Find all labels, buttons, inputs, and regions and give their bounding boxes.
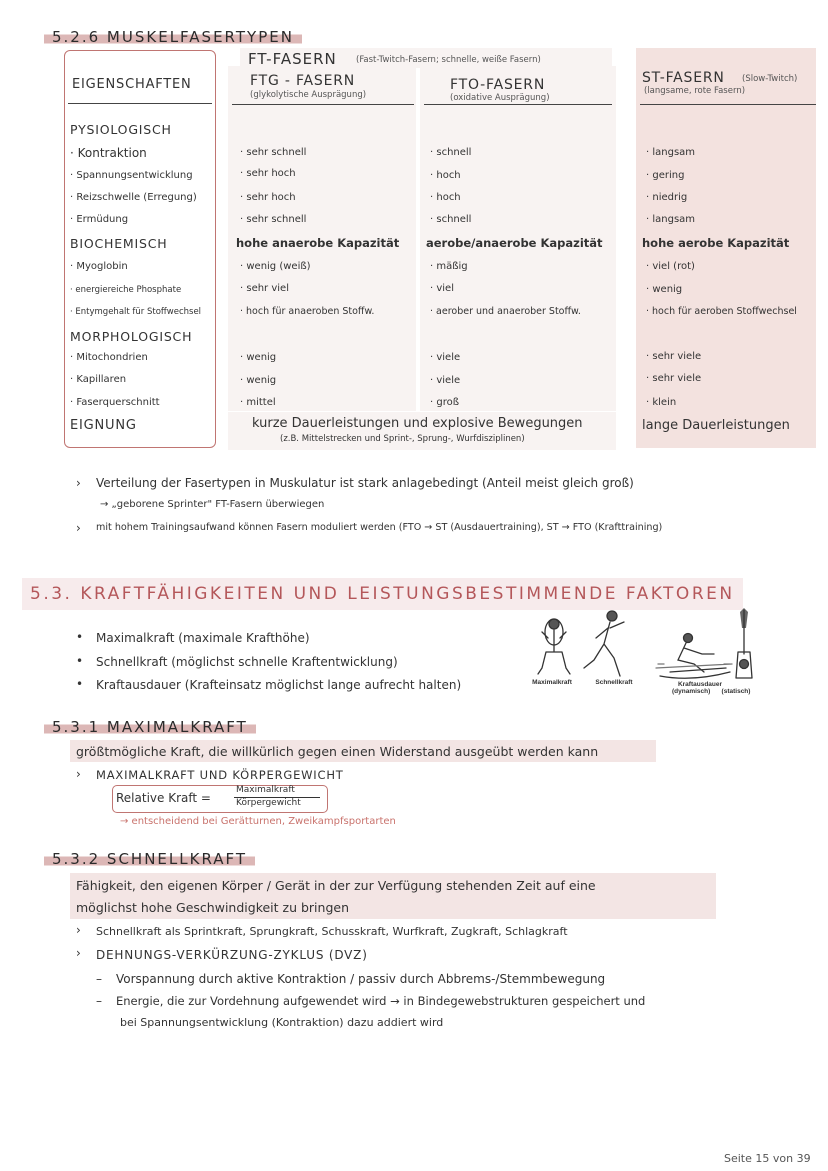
formula-denominator: Körpergewicht [236,798,301,808]
note-verteilung: Verteilung der Fasertypen in Muskulatur ist stark anlagebedingt (Anteil meist gleich groß) [96,476,634,490]
fto-biochemisch: aerobe/anaerobe Kapazität [426,236,603,250]
ft-title: FT-FASERN [248,50,337,68]
st-myoglobin: · viel (rot) [646,261,695,272]
arrow-bullet: › [76,767,81,781]
maximalkraft-definition: größtmögliche Kraft, die willkürlich gegen einen Widerstand ausgeübt werden kann [76,744,599,759]
schnellkraft-definition-2: möglichst hohe Geschwindigkeit zu bringen [76,900,349,915]
fig-caption-maximalkraft: Maximalkraft [532,679,572,686]
st-spannung: · gering [646,170,685,181]
ftg-myoglobin: · wenig (weiß) [240,261,311,272]
st-mitochondrien: · sehr viele [646,351,702,362]
label-faserquerschnitt: · Faserquerschnitt [70,397,160,408]
label-morphologisch: MORPHOLOGISCH [70,329,193,344]
fto-ermuedung: · schnell [430,214,472,225]
bullet-schnellkraft: Schnellkraft (möglichst schnelle Kraftentwicklung) [96,655,398,669]
label-reizschwelle: · Reizschwelle (Erregung) [70,192,197,203]
st-kontraktion: · langsam [646,147,696,158]
section-heading-5-3: 5.3. KRAFTFÄHIGKEITEN UND LEISTUNGSBESTIMMENDE FAKTOREN [22,578,743,610]
st-enzymgehalt: · hoch für aeroben Stoffwechsel [646,306,797,317]
fto-title: FTO-FASERN [450,77,546,93]
section-heading-5-3-1: 5.3.1 MAXIMALKRAFT [44,718,256,736]
fto-kontraktion: · schnell [430,147,472,158]
bullet-dot: • [76,654,84,668]
col-eigenschaften: EIGENSCHAFTEN [72,77,192,92]
fig-caption-schnellkraft: Schnellkraft [595,679,633,686]
section-heading-5-2-6: 5.2.6 MUSKELFASERTYPEN [44,28,302,46]
formula-left: Relative Kraft = [116,791,211,805]
weightlifter-icon [538,619,570,674]
label-ermuedung: · Ermüdung [70,214,129,225]
fig-caption-kraftausdauer: Kraftausdauer [677,681,723,688]
st-ermuedung: · langsam [646,214,696,225]
fto-spannung: · hoch [430,170,461,181]
label-phosphate: · energiereiche Phosphate [70,285,182,295]
ftg-mitochondrien: · wenig [240,352,277,363]
arrow-bullet: › [76,521,81,535]
ftg-title: FTG - FASERN [250,73,356,89]
st-reizschwelle: · niedrig [646,192,688,203]
label-physiologisch: PYSIOLOGISCH [70,122,172,137]
dvz-energie-1: Energie, die zur Vordehnung aufgewendet wird → in Bindegewebstrukturen gespeichert und [116,994,646,1008]
st-phosphate: · wenig [646,284,683,295]
ftg-spannung: · sehr hoch [240,168,296,179]
divider [232,104,414,105]
dvz-energie-2: bei Spannungsentwicklung (Kontraktion) dazu addiert wird [120,1016,444,1029]
st-eignung: lange Dauerleistungen [642,418,790,433]
formula-numerator: Maximalkraft [236,785,295,795]
label-spannung: · Spannungsentwicklung [70,170,193,181]
st-title: ST-FASERN [642,70,725,86]
dash-bullet: – [96,994,102,1008]
label-mitochondrien: · Mitochondrien [70,352,148,363]
bullet-kraftausdauer: Kraftausdauer (Krafteinsatz möglichst lange aufrecht halten) [96,678,462,692]
divider [640,104,816,105]
arrow-bullet: › [76,923,81,937]
st-faserquerschnitt: · klein [646,397,677,408]
fto-myoglobin: · mäßig [430,261,468,272]
fig-caption-statisch: (statisch) [721,688,751,695]
ftg-biochemisch: hohe anaerobe Kapazität [236,236,400,250]
fto-mitochondrien: · viele [430,352,461,363]
ft-note: (Fast-Twitch-Fasern; schnelle, weiße Fasern) [356,55,541,65]
maximalkraft-note: → entscheidend bei Gerätturnen, Zweikampfsportarten [120,816,396,827]
schnellkraft-definition-1: Fähigkeit, den eigenen Körper / Gerät in der zur Verfügung stehenden Zeit auf eine [76,878,596,893]
fto-phosphate: · viel [430,283,454,294]
note-sprinter: → „geborene Sprinter" FT-Fasern überwiegen [100,499,325,510]
sprinter-icon [584,611,624,676]
ftg-ermuedung: · sehr schnell [240,214,307,225]
page-number: Seite 15 von 39 [724,1152,811,1165]
bullet-dot: • [76,677,84,691]
bullet-dot: • [76,630,84,644]
ftg-reizschwelle: · sehr hoch [240,192,296,203]
dvz-heading: DEHNUNGS-VERKÜRZUNG-ZYKLUS (DVZ) [96,948,368,962]
label-biochemisch: BIOCHEMISCH [70,236,168,251]
dash-bullet: – [96,972,102,986]
label-kapillaren: · Kapillaren [70,374,127,385]
rower-icon [656,634,732,679]
st-biochemisch: hohe aerobe Kapazität [642,236,790,250]
fto-kapillaren: · viele [430,375,461,386]
ft-eignung-sub: (z.B. Mittelstrecken und Sprint-, Sprung-, Wurfdisziplinen) [280,434,525,444]
bullet-maximalkraft: Maximalkraft (maximale Krafthöhe) [96,631,310,645]
st-title-note: (Slow-Twitch) [742,74,798,84]
st-subtitle: (langsame, rote Fasern) [644,86,746,96]
arrow-bullet: › [76,476,81,490]
label-eignung: EIGNUNG [70,418,137,433]
dvz-vorspannung: Vorspannung durch aktive Kontraktion / passiv durch Abbrems-/Stemmbewegung [116,972,606,986]
ftg-kontraktion: · sehr schnell [240,147,307,158]
fto-faserquerschnitt: · groß [430,397,460,408]
section-heading-5-3-2: 5.3.2 SCHNELLKRAFT [44,850,255,868]
schnellkraft-arten: Schnellkraft als Sprintkraft, Sprungkraft, Schusskraft, Wurfkraft, Zugkraft, Schlagkraft [96,925,568,938]
arrow-bullet: › [76,946,81,960]
fig-caption-dynamisch: (dynamisch) [672,688,711,695]
label-myoglobin: · Myoglobin [70,261,128,272]
maximalkraft-koerpergewicht: MAXIMALKRAFT UND KÖRPERGEWICHT [96,768,344,782]
fto-enzymgehalt: · aerober und anaerober Stoffw. [430,306,581,317]
fto-reizschwelle: · hoch [430,192,461,203]
handstand-icon [736,608,752,678]
ftg-phosphate: · sehr viel [240,283,289,294]
label-enzymgehalt: · Entymgehalt für Stoffwechsel [70,307,202,317]
ftg-enzymgehalt: · hoch für anaeroben Stoffw. [240,306,375,317]
note-training: mit hohem Trainingsaufwand können Fasern moduliert werden (FTO → ST (Ausdauertraining), ST → FTO (Krafttraining) [96,522,663,533]
fto-subtitle: (oxidative Ausprägung) [450,93,550,103]
divider [424,104,612,105]
ft-eignung: kurze Dauerleistungen und explosive Bewegungen [252,416,583,431]
ftg-faserquerschnitt: · mittel [240,397,276,408]
divider [68,103,212,104]
ftg-subtitle: (glykolytische Ausprägung) [250,90,367,100]
st-kapillaren: · sehr viele [646,373,702,384]
label-kontraktion: · Kontraktion [70,146,147,160]
ftg-kapillaren: · wenig [240,375,277,386]
